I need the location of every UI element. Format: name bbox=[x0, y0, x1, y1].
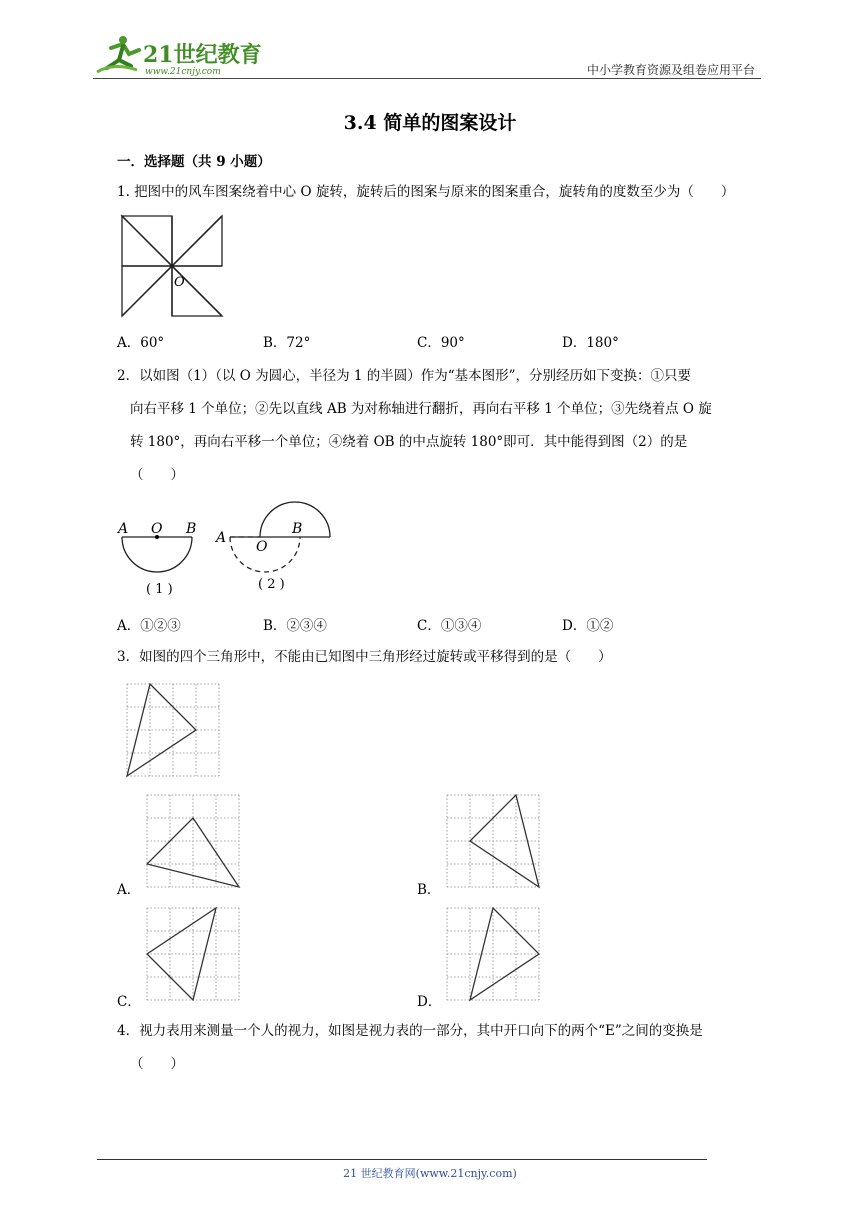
page-title: 3.4 简单的图案设计 bbox=[343, 112, 517, 134]
fig1-label-a: A bbox=[118, 521, 129, 537]
fig2-label-a: A bbox=[216, 530, 227, 546]
section-heading: 一．选择题（共 9 小题） bbox=[117, 154, 271, 170]
fig1-label-o: O bbox=[151, 521, 163, 537]
option-b-triangle-grid[interactable] bbox=[446, 794, 541, 893]
q1-option-b[interactable]: B．72° bbox=[263, 335, 311, 351]
q3-option-d[interactable]: D． bbox=[417, 994, 442, 1010]
footer-divider bbox=[97, 1159, 707, 1160]
pinwheel-figure bbox=[120, 214, 226, 322]
question-2-line-4: （ ） bbox=[130, 467, 184, 483]
q2-option-d[interactable]: D．①② bbox=[562, 618, 614, 634]
svg-text:www.21cnjy.com: www.21cnjy.com bbox=[145, 67, 221, 77]
center-label-o: O bbox=[174, 275, 185, 290]
question-2-line-1: 2．以如图（1）（以 O 为圆心，半径为 1 的半圆）作为“基本图形”，分别经历如下变换：①只要 bbox=[117, 368, 692, 384]
question-1-text: 1. 把图中的风车图案绕着中心 O 旋转，旋转后的图案与原来的图案重合，旋转角的度数至少为（ ） bbox=[117, 184, 735, 200]
fig2-label-b: B bbox=[292, 521, 303, 537]
footer-text[interactable]: 21 世纪教育网(www.21cnjy.com) bbox=[343, 1167, 517, 1180]
question-2-line-2: 向右平移 1 个单位；②先以直线 AB 为对称轴进行翻折，再向右平移 1 个单位；③先绕着点 O 旋 bbox=[130, 401, 712, 417]
header-divider bbox=[93, 78, 761, 79]
question-4-line-1: 4．视力表用来测量一个人的视力，如图是视力表的一部分，其中开口向下的两个“E”之间的变换是 bbox=[117, 1023, 703, 1039]
semicircle-figure-1 bbox=[116, 500, 216, 604]
fig1-label-b: B bbox=[186, 521, 197, 537]
fig2-caption: ( 2 ) bbox=[258, 577, 285, 592]
q2-option-a[interactable]: A．①②③ bbox=[117, 618, 181, 634]
q1-option-d[interactable]: D．180° bbox=[562, 335, 619, 351]
given-triangle-grid bbox=[126, 683, 221, 782]
site-logo bbox=[93, 32, 263, 78]
q1-option-a[interactable]: A．60° bbox=[117, 335, 165, 351]
fig2-label-o: O bbox=[256, 539, 268, 555]
semicircle-figure-2 bbox=[214, 496, 339, 604]
platform-name: 中小学教育资源及组卷应用平台 bbox=[586, 63, 755, 77]
option-d-triangle-grid[interactable] bbox=[446, 907, 541, 1006]
q1-option-c[interactable]: C．90° bbox=[417, 335, 465, 351]
q2-option-b[interactable]: B．②③④ bbox=[263, 618, 327, 634]
option-a-triangle-grid[interactable] bbox=[146, 794, 241, 893]
svg-text:21世纪教育: 21世纪教育 bbox=[143, 42, 262, 68]
question-2-line-3: 转 180°，再向右平移一个单位；④绕着 OB 的中点旋转 180°即可．其中能得到图（2）的是 bbox=[130, 434, 688, 450]
fig1-caption: ( 1 ) bbox=[146, 582, 173, 597]
option-c-triangle-grid[interactable] bbox=[146, 907, 241, 1006]
question-4-line-2: （ ） bbox=[130, 1056, 184, 1072]
q3-option-b[interactable]: B． bbox=[417, 882, 441, 898]
q2-option-c[interactable]: C．①③④ bbox=[417, 618, 482, 634]
q3-option-c[interactable]: C． bbox=[117, 994, 141, 1010]
question-3-text: 3．如图的四个三角形中，不能由已知图中三角形经过旋转或平移得到的是（ ） bbox=[117, 649, 612, 665]
q3-option-a[interactable]: A． bbox=[117, 882, 141, 898]
